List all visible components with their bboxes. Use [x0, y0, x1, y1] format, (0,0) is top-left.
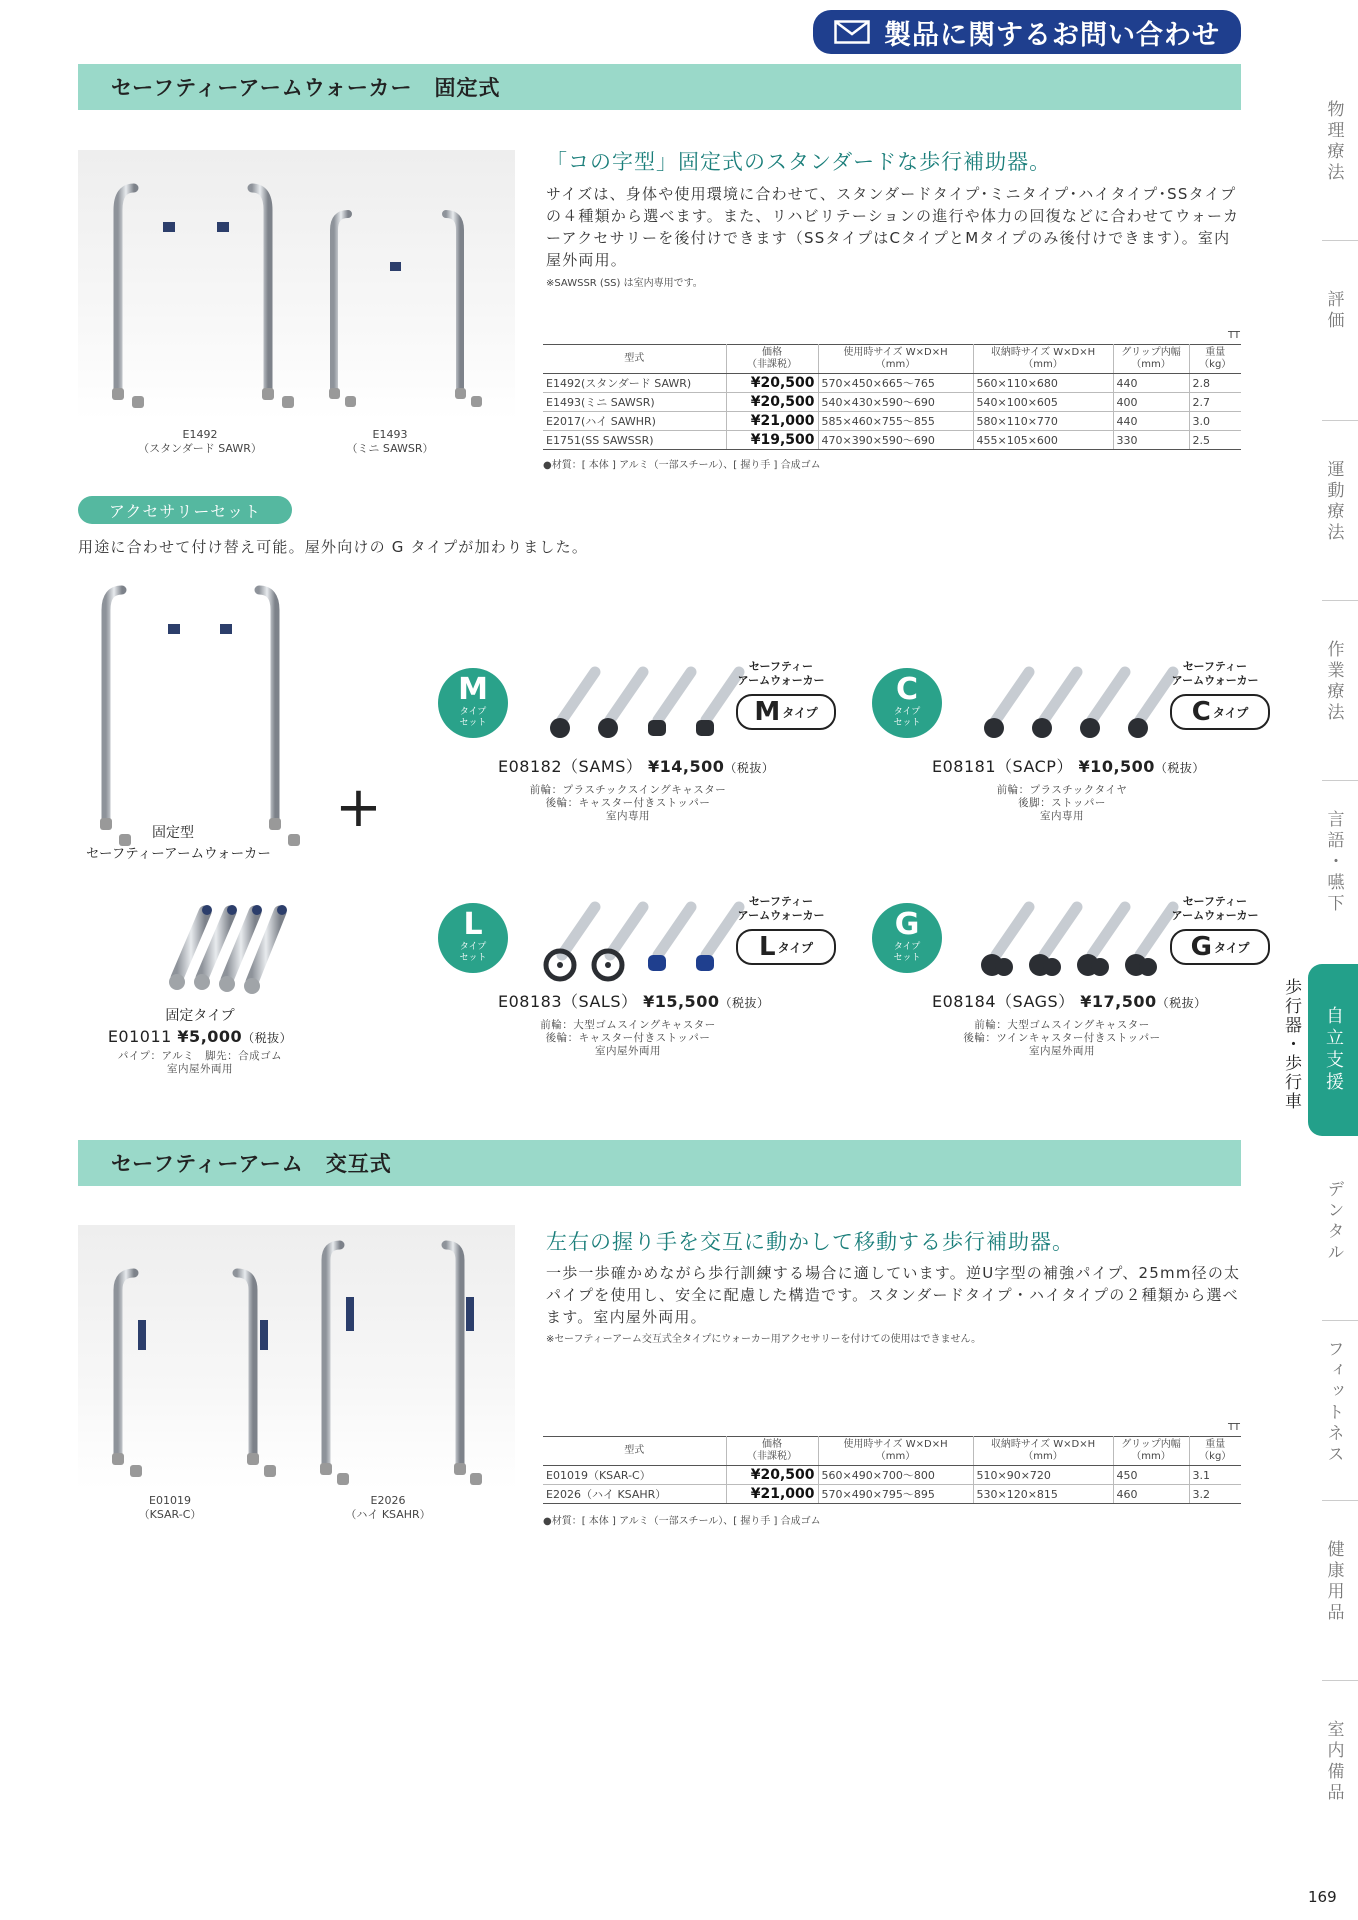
table-cell: 450: [1113, 1466, 1189, 1485]
table-cell: 570×450×665～765: [818, 374, 973, 393]
th-weight: 重量 （kg）: [1189, 345, 1241, 374]
type-badge-m: M タイプ セット: [438, 668, 508, 738]
section2-body: 一歩一歩確かめながら歩行訓練する場合に適しています。逆U字型の補強パイプ、25mm径の太パイプを使用し、安全に配慮した構造です。スタンダードタイプ・ハイタイプの２種類から選べます。室内屋外両用。: [546, 1264, 1241, 1326]
wheel-set-photo: [954, 897, 1194, 987]
page-number: 169: [1308, 1888, 1337, 1906]
table-cell: 560×110×680: [973, 374, 1113, 393]
table-row: [543, 393, 1241, 412]
set-description: 前輪：プラスチックスイングキャスター 後輪：キャスター付きストッパー 室内専用: [529, 784, 727, 822]
accessory-set-g: [872, 885, 1282, 1105]
table-cell: 570×490×795～895: [818, 1485, 973, 1504]
section2-heading: 左右の握り手を交互に動かして移動する歩行補助器。: [546, 1230, 1074, 1254]
table-cell: 440: [1113, 374, 1189, 393]
sidebar-item[interactable]: 室内備品: [1323, 1720, 1344, 1804]
wheel-set-photo: [520, 897, 760, 987]
brand-label: セーフティー アームウォーカー: [1171, 895, 1259, 922]
walker-photo-fixed: [78, 150, 515, 420]
wheel-set-photo: [954, 662, 1194, 752]
type-badge-g: G タイプ セット: [872, 903, 942, 973]
sidebar-item[interactable]: 作業療法: [1323, 640, 1344, 724]
table-cell: 3.1: [1189, 1466, 1241, 1485]
accessory-set-pill: アクセサリーセット: [78, 496, 292, 524]
table1-tt: TT: [1228, 330, 1241, 341]
table-cell: E2026（ハイ KSAHR）: [543, 1485, 726, 1504]
type-label-box: M タイプ: [736, 694, 836, 730]
table-cell: 585×460×755～855: [818, 412, 973, 431]
brand-label: セーフティー アームウォーカー: [737, 895, 825, 922]
accessory-set-m: [438, 650, 848, 870]
mail-icon: [834, 20, 870, 44]
accessory-set-l: [438, 885, 848, 1105]
set-description: 前輪：大型ゴムスイングキャスター 後輪：ツインキャスター付きストッパー 室内屋外両用: [963, 1019, 1161, 1057]
wheel-set-photo: [520, 662, 760, 752]
sidebar-divider: [1322, 780, 1358, 781]
table-cell: 2.5: [1189, 431, 1241, 450]
section-title-fixed: セーフティーアームウォーカー 固定式: [78, 64, 1241, 110]
th-model: 型式: [543, 345, 726, 374]
table-cell: 3.2: [1189, 1485, 1241, 1504]
th-use-size: 使用時サイズ W×D×H （mm）: [818, 1437, 973, 1466]
table-cell: 400: [1113, 393, 1189, 412]
set-description: 前輪：大型ゴムスイングキャスター 後輪：キャスター付きストッパー 室内屋外両用: [540, 1019, 716, 1057]
brand-label: セーフティー アームウォーカー: [737, 660, 825, 687]
table-row: [543, 1485, 1241, 1504]
table-cell: 2.8: [1189, 374, 1241, 393]
table-cell: E1492(スタンダード SAWR): [543, 374, 726, 393]
spec-table-fixed: [543, 344, 1241, 450]
table-cell: E2017(ハイ SAWHR): [543, 412, 726, 431]
sidebar-item[interactable]: 運動療法: [1323, 460, 1344, 544]
contact-button[interactable]: [813, 10, 1241, 54]
table-cell: E01019（KSAR-C）: [543, 1466, 726, 1485]
table-cell: 470×390×590～690: [818, 431, 973, 450]
sidebar-active-sub: 歩行器・歩行車: [1281, 978, 1301, 1111]
type-label-box: G タイプ: [1170, 929, 1270, 965]
base-walker-photo: [80, 580, 320, 850]
caption-e2026: E2026 （ハイ KSAHR）: [345, 1494, 431, 1521]
plus-sign: +: [335, 775, 382, 840]
th-weight: 重量 （kg）: [1189, 1437, 1241, 1466]
set-code-price: E08183（SALS） ¥15,500（税抜）: [498, 992, 770, 1011]
set-code-price: E08181（SACP） ¥10,500（税抜）: [932, 757, 1205, 776]
th-price: 価格 （非課税）: [726, 345, 818, 374]
table-cell: 2.7: [1189, 393, 1241, 412]
sidebar-item-active[interactable]: 自立支援: [1308, 964, 1358, 1136]
table-cell: 580×110×770: [973, 412, 1113, 431]
table-row: [543, 374, 1241, 393]
contact-button-label: 製品に関するお問い合わせ: [884, 19, 1220, 51]
base-walker-label: 固定型 セーフティーアームウォーカー: [86, 825, 271, 862]
table-cell: 540×100×605: [973, 393, 1113, 412]
table2-tt: TT: [1228, 1422, 1241, 1433]
th-grip: グリップ内幅 （mm）: [1113, 345, 1189, 374]
price-cell: ¥19,500: [726, 431, 818, 450]
th-price: 価格 （非課税）: [726, 1437, 818, 1466]
type-label-box: C タイプ: [1170, 694, 1270, 730]
table-cell: E1751(SS SAWSSR): [543, 431, 726, 450]
section1-body: サイズは、身体や使用環境に合わせて、スタンダードタイプ･ミニタイプ･ハイタイプ･SSタイプの４種類から選べます。また、リハビリテーションの進行や体力の回復などに合わせてウォーカーアクセサリーを後付けできます（SSタイプはCタイプとMタイプのみ後付けできます）。室内屋外両用。: [546, 185, 1240, 269]
fixed-tips-photo: [155, 900, 295, 995]
walker-photo-alternating: [78, 1225, 515, 1490]
table-cell: 460: [1113, 1485, 1189, 1504]
set-description: 前輪：プラスチックタイヤ 後脚：ストッパー 室内専用: [996, 784, 1128, 822]
table-cell: 560×490×700～800: [818, 1466, 973, 1485]
price-cell: ¥20,500: [726, 393, 818, 412]
type-badge-c: C タイプ セット: [872, 668, 942, 738]
set-code-price: E08184（SAGS） ¥17,500（税抜）: [932, 992, 1207, 1011]
th-grip: グリップ内幅 （mm）: [1113, 1437, 1189, 1466]
section-title-alternating: セーフティーアーム 交互式: [78, 1140, 1241, 1186]
caption-e1492: E1492 （スタンダード SAWR）: [138, 428, 262, 455]
material-note-1: ●材質：[ 本体 ] アルミ（一部スチール）、[ 握り手 ] 合成ゴム: [543, 460, 821, 471]
brand-label: セーフティー アームウォーカー: [1171, 660, 1259, 687]
price-cell: ¥20,500: [726, 374, 818, 393]
price-cell: ¥21,000: [726, 1485, 818, 1504]
sidebar-item[interactable]: 物理療法: [1323, 100, 1344, 184]
table-row: [543, 431, 1241, 450]
table-cell: 530×120×815: [973, 1485, 1113, 1504]
table-row: [543, 412, 1241, 431]
table-cell: 540×430×590～690: [818, 393, 973, 412]
sidebar-divider: [1322, 240, 1358, 241]
sidebar-item[interactable]: 言語・嚥下: [1323, 810, 1344, 915]
sidebar-divider: [1322, 1680, 1358, 1681]
sidebar-divider: [1322, 420, 1358, 421]
th-storage-size: 収納時サイズ W×D×H （mm）: [973, 1437, 1113, 1466]
th-model: 型式: [543, 1437, 726, 1466]
section1-note: ※SAWSSR (SS) は室内専用です。: [546, 278, 703, 289]
type-label-box: L タイプ: [736, 929, 836, 965]
table-cell: 3.0: [1189, 412, 1241, 431]
sidebar-item[interactable]: フィットネス: [1323, 1340, 1344, 1466]
table-row: [543, 1466, 1241, 1485]
caption-e1493: E1493 （ミニ SAWSR）: [346, 428, 434, 455]
sidebar-item[interactable]: デンタル: [1323, 1180, 1344, 1264]
table-cell: 455×105×600: [973, 431, 1113, 450]
spec-table-alternating: [543, 1436, 1241, 1504]
accessory-set-c: [872, 650, 1282, 870]
th-storage-size: 収納時サイズ W×D×H （mm）: [973, 345, 1113, 374]
sidebar-item[interactable]: 評価: [1323, 290, 1344, 332]
material-note-2: ●材質：[ 本体 ] アルミ（一部スチール）、[ 握り手 ] 合成ゴム: [543, 1516, 821, 1527]
caption-e01019: E01019 （KSAR-C）: [138, 1494, 202, 1521]
section2-note: ※セーフティーアーム交互式全タイプにウォーカー用アクセサリーを付けての使用はできません。: [546, 1334, 982, 1345]
accessory-intro: 用途に合わせて付け替え可能。屋外向けの G タイプが加わりました。: [78, 538, 589, 556]
sidebar-divider: [1322, 600, 1358, 601]
fixed-type-block: 固定タイプ E01011 ¥5,000（税抜） パイプ：アルミ 脚先：合成ゴム 室内屋外両用: [107, 1008, 293, 1075]
table-cell: E1493(ミニ SAWSR): [543, 393, 726, 412]
sidebar-item[interactable]: 健康用品: [1323, 1540, 1344, 1624]
sidebar-divider: [1322, 1320, 1358, 1321]
sidebar-divider: [1322, 1500, 1358, 1501]
section1-heading: 「コの字型」固定式のスタンダードな歩行補助器。: [546, 150, 1052, 174]
table-cell: 440: [1113, 412, 1189, 431]
table-cell: 510×90×720: [973, 1466, 1113, 1485]
th-use-size: 使用時サイズ W×D×H （mm）: [818, 345, 973, 374]
set-code-price: E08182（SAMS） ¥14,500（税抜）: [498, 757, 775, 776]
type-badge-l: L タイプ セット: [438, 903, 508, 973]
price-cell: ¥21,000: [726, 412, 818, 431]
table-cell: 330: [1113, 431, 1189, 450]
price-cell: ¥20,500: [726, 1466, 818, 1485]
